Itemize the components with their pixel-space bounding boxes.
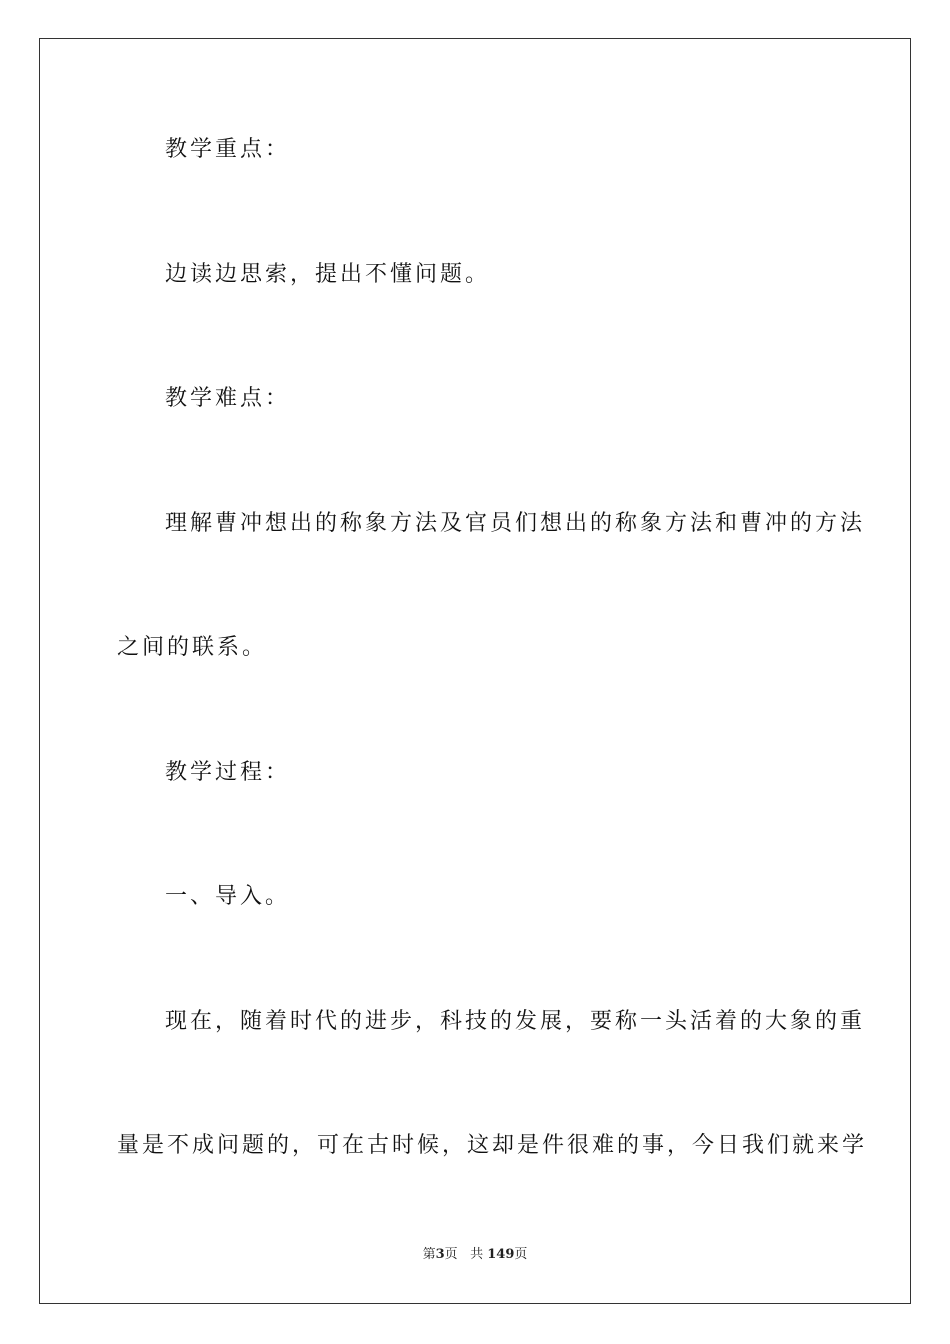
footer-total-pages: 149 — [487, 1247, 515, 1262]
paragraph-focus-content: 边读边思索，提出不懂问题。 — [165, 262, 491, 287]
section-introduction: 一、导入。 — [165, 884, 291, 909]
paragraph-intro-line-1: 现在，随着时代的进步，科技的发展，要称一头活着的大象的重 — [165, 1009, 866, 1034]
paragraph-difficulty-line-1: 理解曹冲想出的称象方法及官员们想出的称象方法和曹冲的方法 — [165, 511, 866, 536]
heading-teaching-focus: 教学重点： — [165, 137, 291, 162]
page-border — [39, 38, 911, 1304]
footer-total-prefix: 共 — [470, 1247, 484, 1262]
footer-page-prefix: 第 — [422, 1247, 436, 1262]
footer-page-suffix: 页 — [444, 1247, 458, 1262]
paragraph-intro-line-2: 量是不成问题的，可在古时候，这却是件很难的事，今日我们就来学 — [117, 1133, 868, 1158]
heading-teaching-difficulty: 教学难点： — [165, 386, 291, 411]
footer-page-number: 3 — [435, 1247, 445, 1262]
heading-teaching-process: 教学过程： — [165, 760, 291, 785]
page-footer — [0, 1246, 950, 1264]
paragraph-difficulty-line-2: 之间的联系。 — [117, 635, 268, 660]
footer-total-suffix: 页 — [514, 1247, 528, 1262]
